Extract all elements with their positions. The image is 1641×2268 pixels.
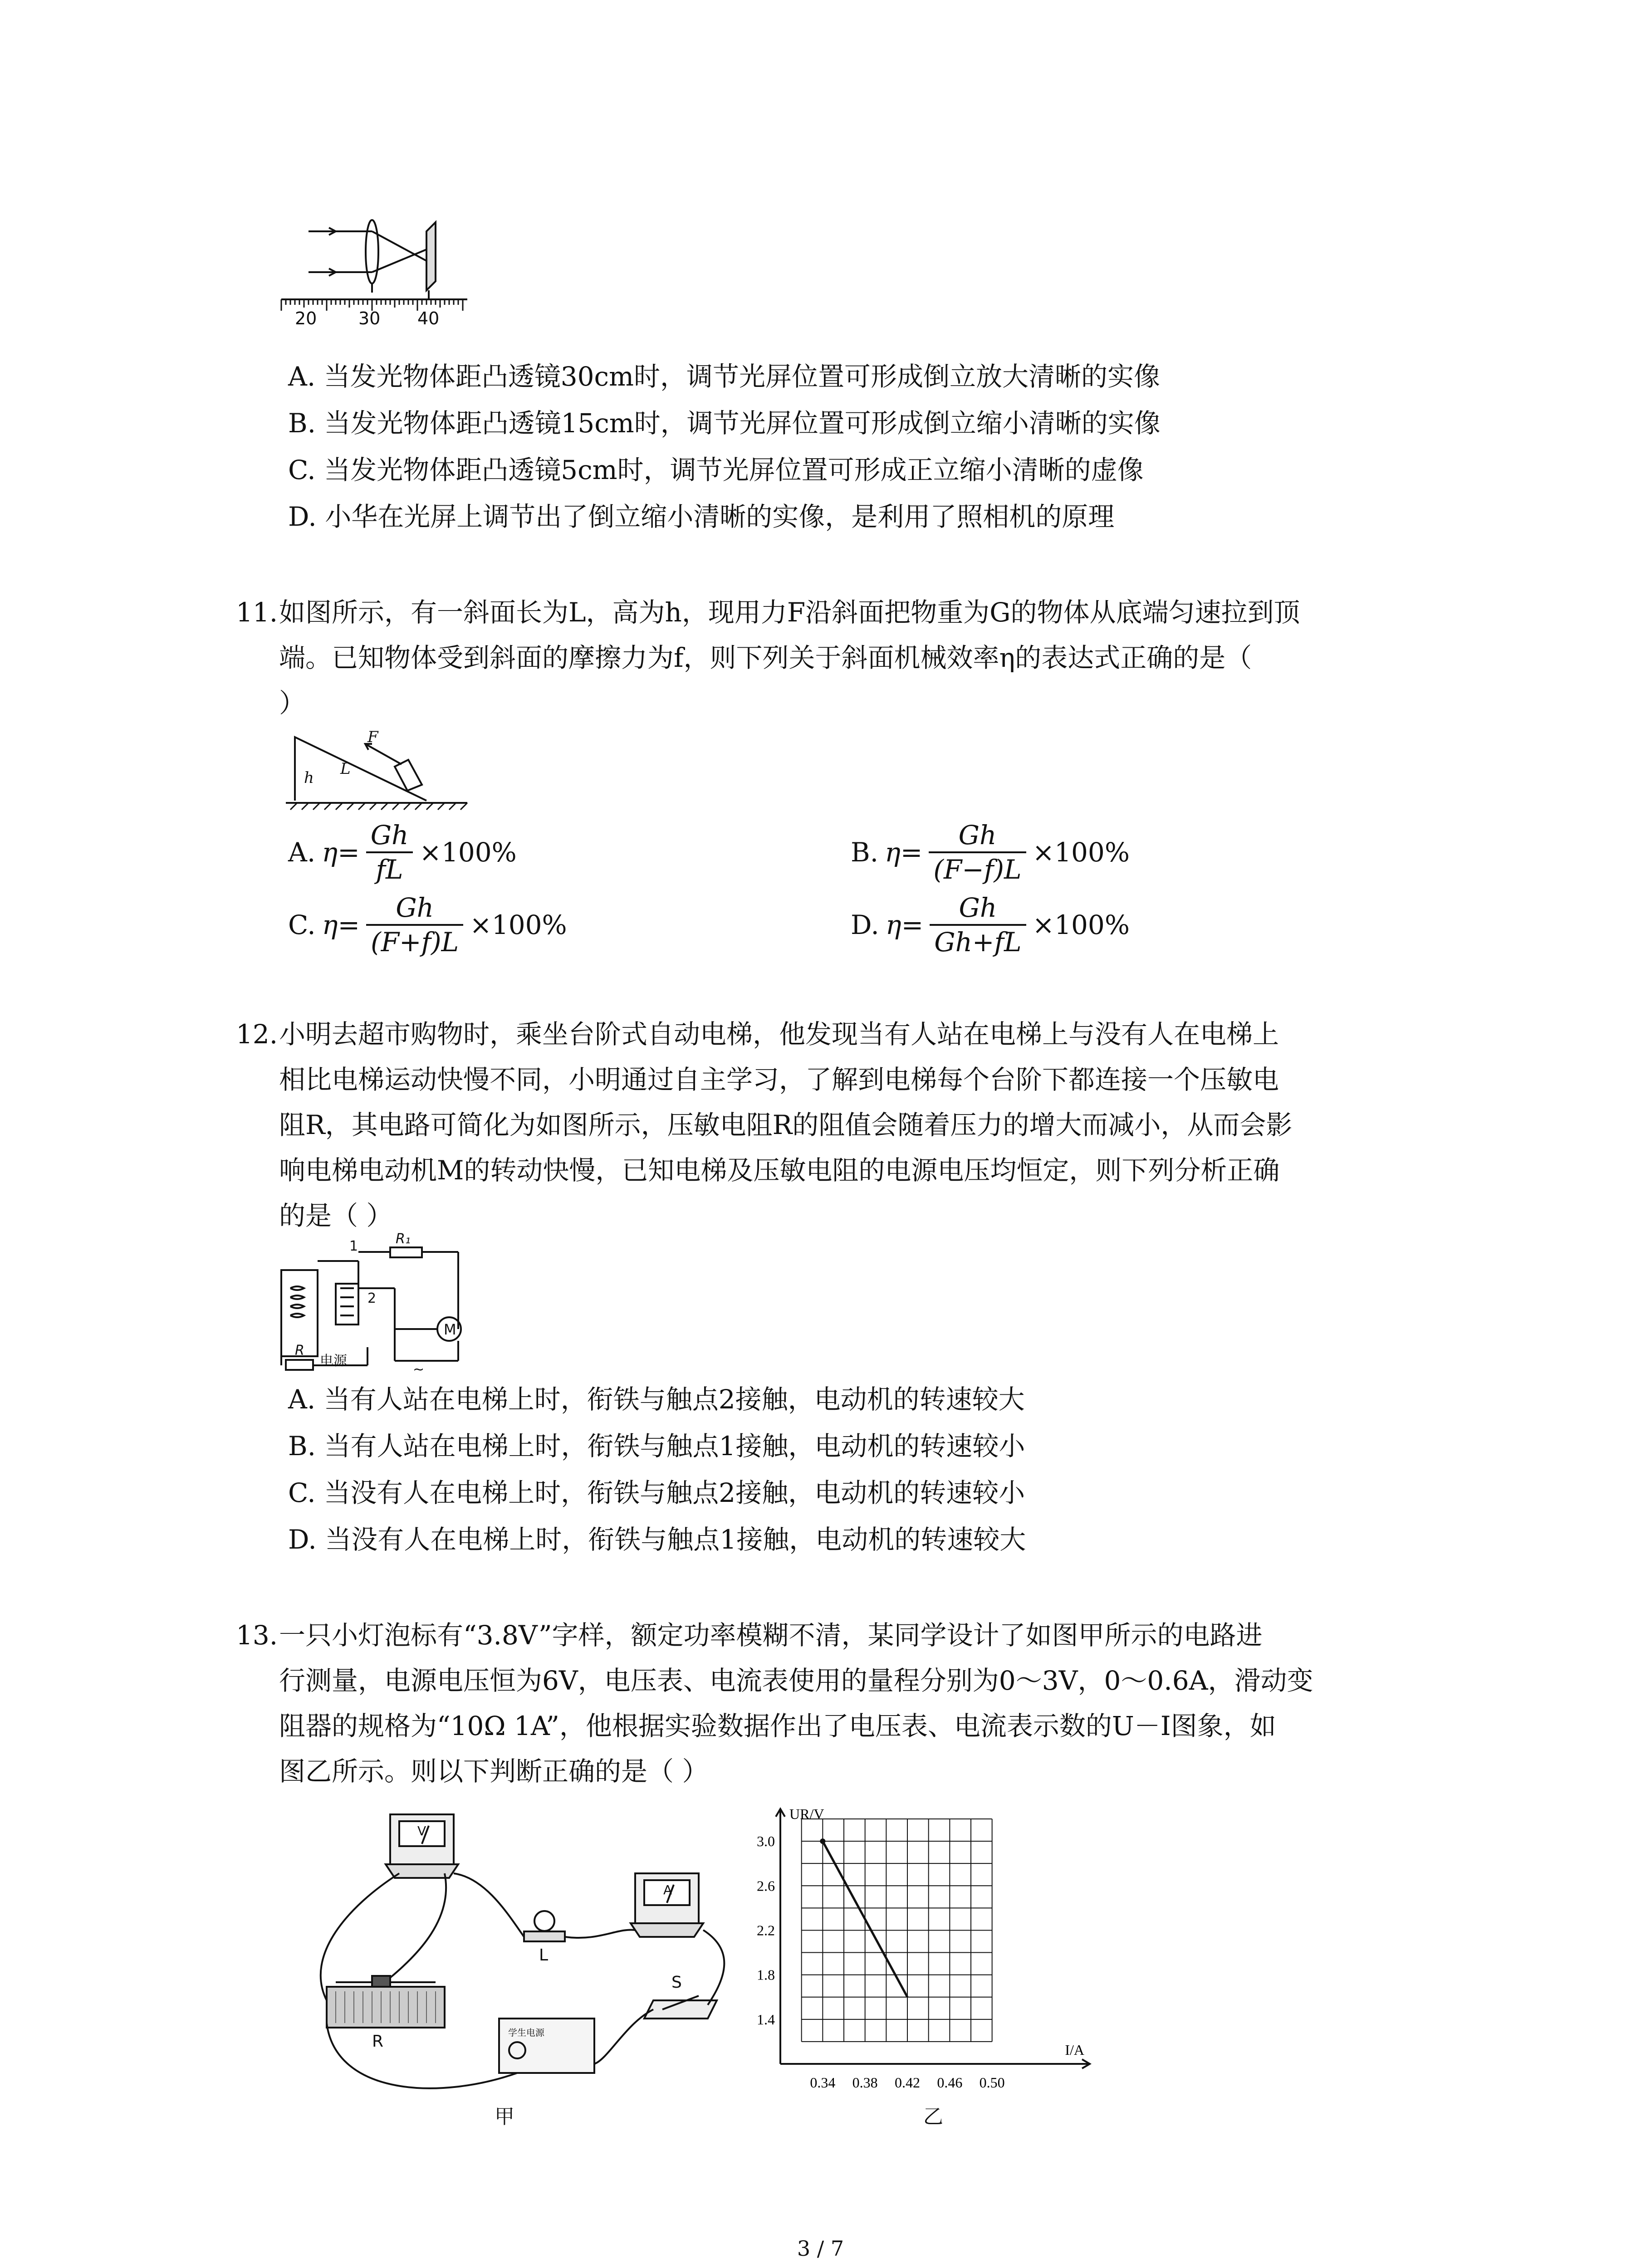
formula-tail: ×100% bbox=[419, 837, 517, 868]
incline-label-F: F bbox=[367, 728, 378, 746]
q13-number: 13. bbox=[236, 1620, 278, 1651]
formula-eta: η= bbox=[885, 909, 924, 940]
q12-stem-line: 阻R，其电路可简化为如图所示，压敏电阻R的阻值会随着压力的增大而减小，从而会影 bbox=[279, 1110, 1293, 1140]
q11-stem-line: 如图所示，有一斜面长为L，高为h，现用力F沿斜面把物重为G的物体从底端匀速拉到顶 bbox=[279, 597, 1300, 628]
figure-caption-yi: 乙 bbox=[923, 2105, 943, 2128]
ui-chart bbox=[744, 1801, 1143, 2146]
q11-stem-line: 端。已知物体受到斜面的摩擦力为f，则下列关于斜面机械效率η的表达式正确的是（ bbox=[279, 642, 1252, 673]
circuit-label-ac: ~ bbox=[413, 1362, 425, 1378]
option-letter: C. bbox=[288, 909, 316, 940]
ruler-tick-label: 40 bbox=[417, 308, 440, 328]
formula-eta: η= bbox=[322, 909, 360, 940]
formula-tail: ×100% bbox=[1032, 909, 1130, 940]
q13-stem-line: 行测量，电源电压恒为6V，电压表、电流表使用的量程分别为0～3V，0～0.6A，滑动变 bbox=[279, 1665, 1313, 1696]
circuit-label-r: R bbox=[295, 1343, 304, 1359]
q12-option-c: C. 当没有人在电梯上时，衔铁与触点2接触，电动机的转速较小 bbox=[288, 1477, 1025, 1508]
q12-option-b: B. 当有人站在电梯上时，衔铁与触点1接触，电动机的转速较小 bbox=[288, 1431, 1025, 1461]
fraction-numerator: Gh bbox=[929, 819, 1026, 853]
formula-eta: η= bbox=[322, 837, 360, 868]
q10-option-b: B. 当发光物体距凸透镜15cm时，调节光屏位置可形成倒立缩小清晰的实像 bbox=[288, 408, 1161, 439]
switch-label-s: S bbox=[671, 1973, 682, 1992]
q11-option-a bbox=[288, 819, 517, 886]
q12-option-a: A. 当有人站在电梯上时，衔铁与触点2接触，电动机的转速较大 bbox=[288, 1384, 1025, 1415]
x-tick-label: 0.42 bbox=[895, 2074, 920, 2091]
y-tick-label: 2.6 bbox=[757, 1877, 775, 1894]
fraction-numerator: Gh bbox=[366, 819, 413, 853]
q13-stem-line: 一只小灯泡标有“3.8V”字样，额定功率模糊不清，某同学设计了如图甲所示的电路进 bbox=[279, 1620, 1263, 1651]
q13-stem-line: 图乙所示。则以下判断正确的是（ ） bbox=[279, 1756, 709, 1787]
option-letter: D. bbox=[851, 909, 879, 940]
meter-label-v: V bbox=[417, 1823, 426, 1838]
x-tick-label: 0.34 bbox=[810, 2074, 836, 2091]
option-letter: A. bbox=[288, 837, 316, 868]
x-axis-label: I/A bbox=[1065, 2042, 1084, 2058]
y-tick-label: 3.0 bbox=[757, 1833, 775, 1850]
incline-label-L: L bbox=[340, 760, 351, 778]
fraction-numerator: Gh bbox=[930, 891, 1026, 926]
q10-option-a: A. 当发光物体距凸透镜30cm时，调节光屏位置可形成倒立放大清晰的实像 bbox=[288, 361, 1161, 392]
q10-option-d: D. 小华在光屏上调节出了倒立缩小清晰的实像，是利用了照相机的原理 bbox=[288, 501, 1115, 532]
ui-chart-plot bbox=[744, 1801, 1143, 2146]
elevator-circuit-figure bbox=[277, 1231, 490, 1379]
q11-number: 11. bbox=[236, 597, 278, 628]
page-number: 3 / 7 bbox=[797, 2236, 844, 2261]
q11-stem-line: ） bbox=[279, 688, 306, 719]
q11-option-b bbox=[851, 819, 1130, 886]
fraction-denominator: Gh+fL bbox=[934, 927, 1022, 958]
y-tick-label: 1.4 bbox=[757, 2011, 775, 2028]
q11-option-c bbox=[288, 891, 567, 958]
y-tick-label: 1.8 bbox=[757, 1966, 775, 1983]
q12-stem-line: 小明去超市购物时，乘坐台阶式自动电梯，他发现当有人站在电梯上与没有人在电梯上 bbox=[279, 1019, 1279, 1050]
incline-label-h: h bbox=[304, 769, 314, 787]
circuit-label-power: 电源 bbox=[320, 1353, 347, 1369]
fraction-denominator: (F−f)L bbox=[933, 854, 1022, 885]
fraction-denominator: fL bbox=[376, 854, 403, 885]
ruler-tick-label: 30 bbox=[358, 308, 381, 328]
fraction-denominator: (F+f)L bbox=[371, 927, 459, 958]
y-axis-label: UR/V bbox=[789, 1806, 824, 1822]
q12-stem-line: 的是（ ） bbox=[279, 1200, 393, 1231]
lens-figure bbox=[277, 213, 481, 363]
formula-tail: ×100% bbox=[1032, 837, 1130, 868]
figure-caption-jia: 甲 bbox=[495, 2105, 514, 2128]
x-tick-label: 0.46 bbox=[937, 2074, 963, 2091]
q13-stem-line: 阻器的规格为“10Ω 1A”，他根据实验数据作出了电压表、电流表示数的U－I图象，如 bbox=[279, 1711, 1276, 1741]
q12-stem-line: 响电梯电动机M的转动快慢，已知电梯及压敏电阻的电源电压均恒定，则下列分析正确 bbox=[279, 1155, 1280, 1186]
formula-tail: ×100% bbox=[470, 909, 567, 940]
q11-option-d bbox=[851, 891, 1130, 958]
option-letter: B. bbox=[851, 837, 879, 868]
formula-eta: η= bbox=[885, 837, 923, 868]
circuit-label-motor: M bbox=[444, 1321, 456, 1338]
q12-number: 12. bbox=[236, 1019, 278, 1050]
experiment-circuit-figure bbox=[281, 1805, 744, 2128]
incline-figure bbox=[286, 728, 476, 819]
meter-label-a: A bbox=[663, 1882, 672, 1897]
y-tick-label: 2.2 bbox=[757, 1922, 775, 1939]
ruler-tick-label: 20 bbox=[295, 308, 317, 328]
q12-stem-line: 相比电梯运动快慢不同，小明通过自主学习，了解到电梯每个台阶下都连接一个压敏电 bbox=[279, 1064, 1279, 1095]
circuit-label-r1: R₁ bbox=[396, 1231, 411, 1247]
data-point bbox=[820, 1838, 825, 1844]
q10-option-c: C. 当发光物体距凸透镜5cm时，调节光屏位置可形成正立缩小清晰的虚像 bbox=[288, 455, 1144, 485]
power-supply-label: 学生电源 bbox=[508, 2027, 544, 2038]
fraction-numerator: Gh bbox=[366, 891, 463, 926]
x-tick-label: 0.50 bbox=[979, 2074, 1005, 2091]
q12-option-d: D. 当没有人在电梯上时，衔铁与触点1接触，电动机的转速较大 bbox=[288, 1524, 1026, 1555]
circuit-label-contact-2: 2 bbox=[367, 1290, 377, 1306]
bulb-label-l: L bbox=[539, 1946, 549, 1965]
x-tick-label: 0.38 bbox=[852, 2074, 878, 2091]
circuit-label-contact-1: 1 bbox=[349, 1238, 358, 1254]
rheostat-label-r: R bbox=[372, 2032, 384, 2051]
